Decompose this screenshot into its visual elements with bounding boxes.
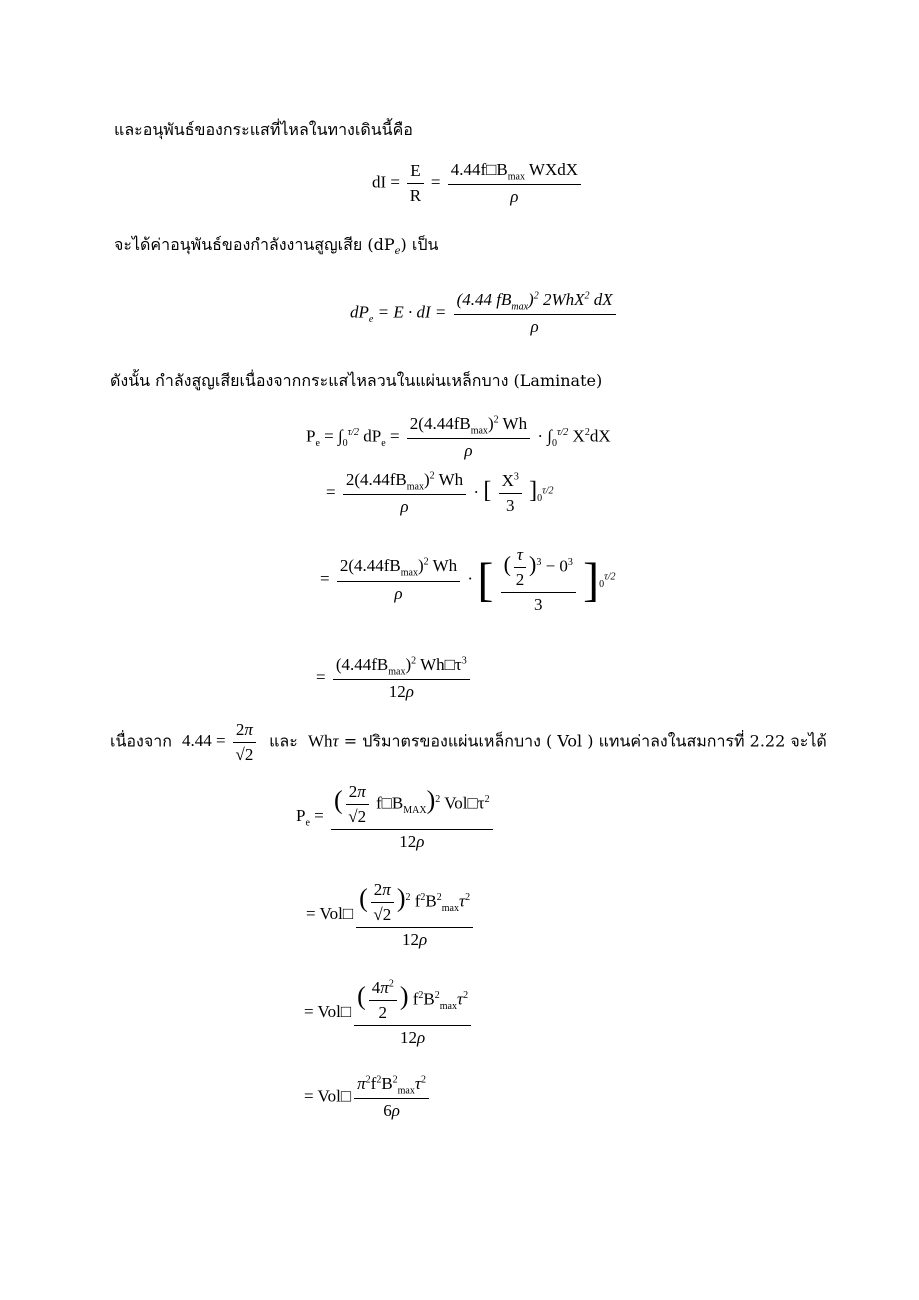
equation-dPe: $dP_e = E$ · dI = (4.44 $fB_{max})^2$ 2WhX$^2$ dX ρ xyxy=(350,290,619,337)
paragraph-substitution: เนื่องจาก 4.44 = $\frac{2\pi}{√2}$ และ Whτ = ปริมาตรของแผ่นเหล็กบาง ( Vol ) แทนค่าลงในสมการที่ 2.22 จะได้ xyxy=(110,720,827,764)
equation-Pe-integral: $P_e = \int_0^{\tau/2}$ $dP_e$ = $2(4.44fB_{max})^2$ Wh ρ · $\int_0^{\tau/2}$ $X^2dX$ xyxy=(306,414,611,461)
paragraph-power-loss-derivative: จะได้ค่าอนุพันธ์ของกำลังงานสูญเสีย $(dP_e)$ เป็น xyxy=(114,235,439,258)
paragraph-eddy-loss-laminate: ดังนั้น กำลังสูญเสียเนื่องจากกระแสไหลวนในแผ่นเหล็กบาง (Laminate) xyxy=(110,371,603,390)
paragraph-current-derivative: และอนุพันธ์ของกระแสที่ไหลในทางเดินนี้คือ xyxy=(114,120,413,139)
equation-dI: dI = $\frac{E}{R}$ = $4.44f□B_{max}$ WXdX ρ xyxy=(372,160,584,207)
equation-Pe-vol-step2: = Vol□ ( $\frac{4\pi^2}{2}$ ) $f^2B^2_{max}\tau^2$ 12ρ xyxy=(304,978,474,1048)
equation-Pe-result: = $(4.44fB_{max})^2$ $Wh□\tau^3$ 12ρ xyxy=(316,655,473,702)
equation-Pe-substituted: $P_e$ = ( $\frac{2\pi}{√2}$ $f□B_{MAX})^2$ $Vol□\tau^2$ 12ρ xyxy=(296,782,496,852)
equation-Pe-step2: = $2(4.44fB_{max})^2$ Wh ρ · [ $\frac{X^3}{3}$ ]$_0^{\tau/2}$ xyxy=(326,470,554,517)
equation-Pe-step3: = $2(4.44fB_{max})^2$ Wh ρ · [ ( $\frac{\tau}{2}$ )$^3 - 0^3$ 3 ]$_0^{\tau/2}$ xyxy=(320,545,616,614)
equation-Pe-final: = Vol□ $\pi^2f^2B^2_{max}\tau^2$ 6ρ xyxy=(304,1074,432,1121)
equation-Pe-vol-step1: = Vol□ ( $\frac{2\pi}{√2}$ )$^2$ $f^2B^2_{max}\tau^2$ 12ρ xyxy=(306,880,476,950)
